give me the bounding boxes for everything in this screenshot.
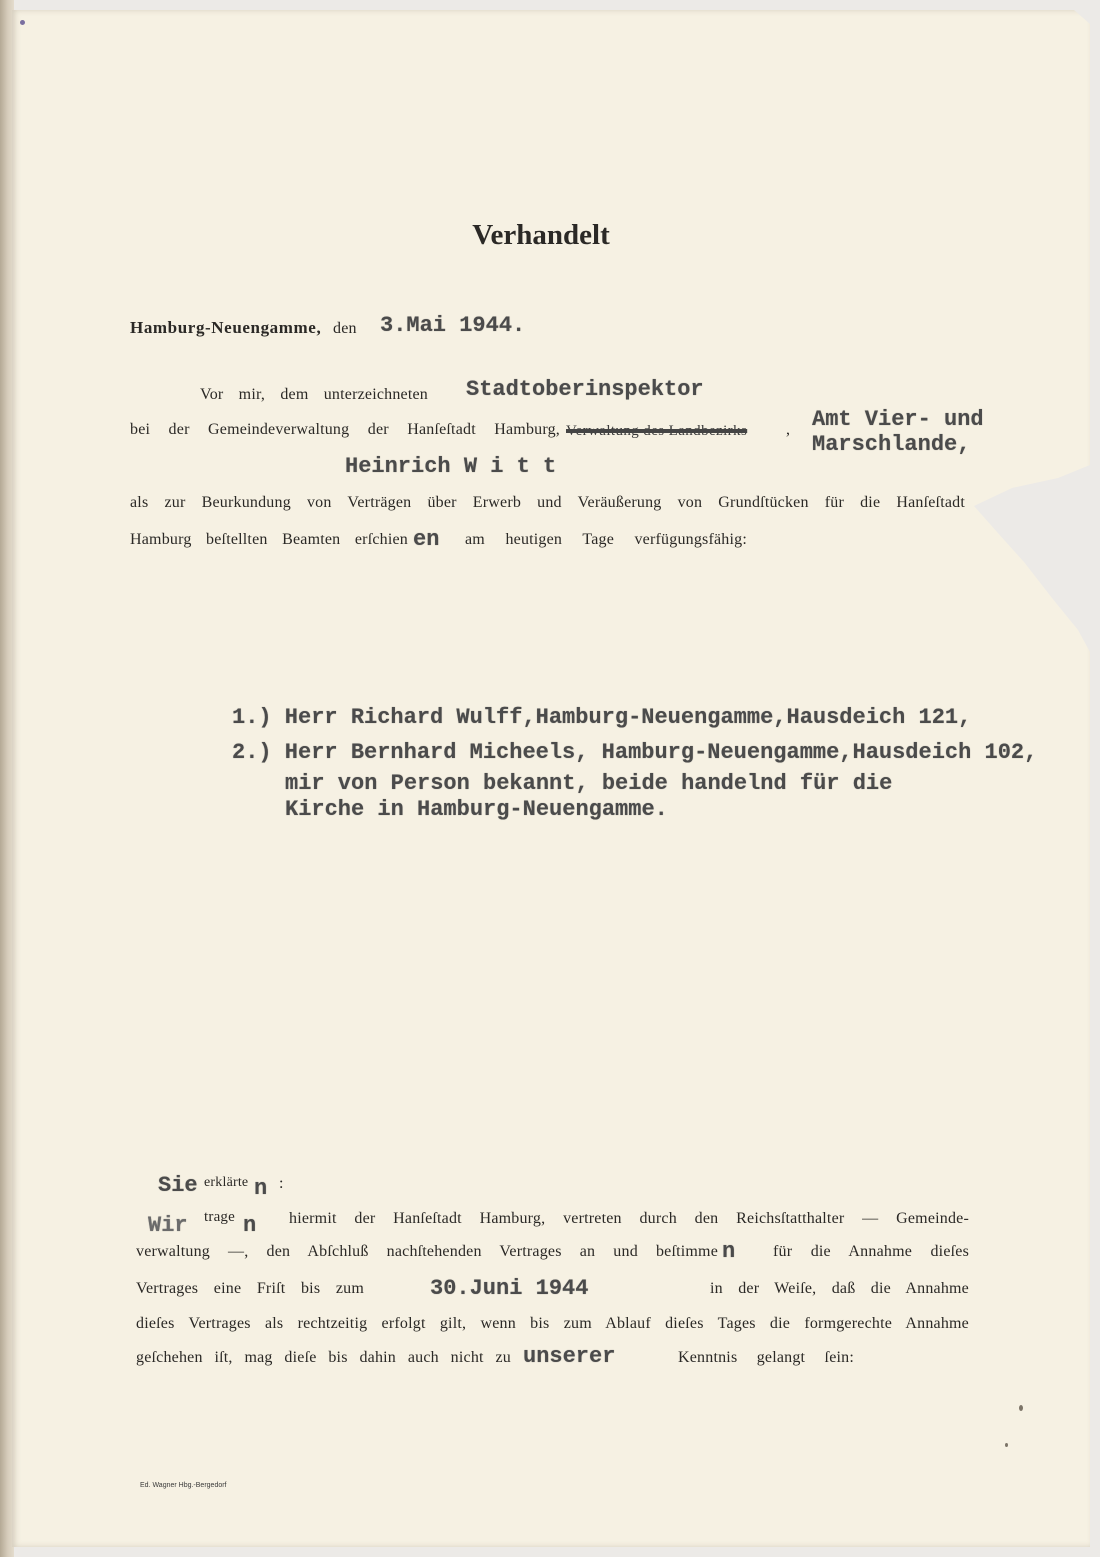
appearance-line2-suffix: am heutigen Tage verfügungsfähig: — [465, 531, 747, 548]
declaration-line4: dieſes Vertrages als rechtzeitig erfolgt gilt, wenn bis zum Ablauf dieſes Tages die formgerechte Annahme — [136, 1315, 969, 1332]
typed-deadline-date: 30.Juni 1944 — [430, 1276, 589, 1301]
appearance-line2-prefix: Hamburg beſtellten Beamten erſchien — [130, 531, 408, 548]
struck-out-text: Verwaltung des Landbezirks — [566, 423, 748, 439]
declaration-line3-suffix: in der Weiſe, daß die Annahme — [710, 1280, 969, 1297]
declaration-colon: : — [279, 1175, 284, 1192]
verb-erklaerte: erklärte — [204, 1175, 249, 1190]
party-1: 1.) Herr Richard Wulff,Hamburg-Neuengamme,Hausdeich 121, — [232, 705, 972, 730]
printer-imprint: Ed. Wagner Hbg.-Bergedorf — [140, 1482, 227, 1489]
struck-comma: , — [786, 421, 791, 438]
typed-verb-suffix: n — [722, 1239, 736, 1264]
parties-note-line2: Kirche in Hamburg-Neuengamme. — [285, 797, 668, 822]
typed-unserer: unserer — [523, 1344, 616, 1369]
declaration-line5-prefix: geſchehen iſt, mag dieſe bis dahin auch nicht zu — [136, 1349, 511, 1366]
document-title: Verhandelt — [472, 219, 610, 251]
typed-subject-sie: Sie — [158, 1173, 198, 1198]
verb-trage: trage — [204, 1209, 235, 1225]
appearance-line1: als zur Beurkundung von Verträgen über Erwerb und Veräußerung von Grundſtücken für die Hanſeſtadt — [130, 494, 965, 511]
declaration-line1-rest: hiermit der Hanſeſtadt Hamburg, vertreten durch den Reichsſtatthalter — Gemeinde- — [289, 1210, 969, 1227]
ink-speck — [20, 20, 25, 25]
place-label: Hamburg-Neuengamme, — [130, 318, 322, 337]
parties-note-line1: mir von Person bekannt, beide handelnd für die — [285, 771, 893, 796]
declaration-line2-suffix: für die Annahme dieſes — [773, 1243, 969, 1260]
typed-plural-suffix: en — [413, 527, 440, 552]
typed-office-line1: Amt Vier- und — [812, 407, 984, 432]
authority-prefix: bei der Gemeindeverwaltung der Hanſeſtadt Hamburg, — [130, 421, 560, 438]
typed-office-line2: Marschlande, — [812, 432, 971, 457]
typed-official-name: Heinrich W i t t — [345, 454, 557, 479]
official-intro: Vor mir, dem unterzeichneten — [200, 386, 428, 403]
typed-verb-suffix: n — [243, 1213, 257, 1238]
typed-date: 3.Mai 1944. — [380, 313, 526, 338]
den-label: den — [333, 320, 357, 337]
typed-verb-suffix: n — [254, 1176, 268, 1201]
declaration-line5-suffix: Kenntnis gelangt ſein: — [678, 1349, 854, 1366]
party-2: 2.) Herr Bernhard Micheels, Hamburg-Neuengamme,Hausdeich 102, — [232, 740, 1038, 765]
typed-subject-wir: Wir — [148, 1213, 188, 1238]
declaration-line3-prefix: Vertrages eine Friſt bis zum — [136, 1280, 364, 1297]
ink-speck — [1005, 1443, 1008, 1447]
declaration-line2-prefix: verwaltung —, den Abſchluß nachſtehenden Vertrages an und beſtimme — [136, 1243, 718, 1260]
typed-official-rank: Stadtoberinspektor — [466, 377, 704, 402]
ink-speck — [1019, 1405, 1023, 1411]
